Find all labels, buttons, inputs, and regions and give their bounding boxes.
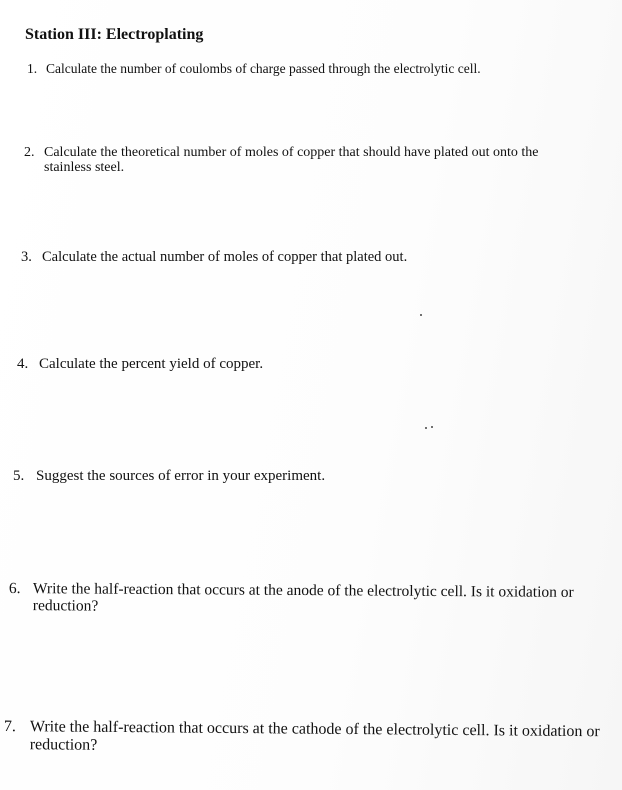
question-2 <box>24 145 539 176</box>
scan-speck <box>431 426 433 428</box>
question-6 <box>9 580 574 618</box>
question-5 <box>13 468 325 485</box>
question-4 <box>17 356 263 373</box>
question-number: 6. <box>8 580 21 598</box>
question-number: 5. <box>13 468 25 484</box>
question-text: Calculate the percent yield of copper. <box>39 356 264 372</box>
question-text: Calculate the theoretical number of moles of copper that should have plated out onto the <box>44 145 539 160</box>
question-text-continued: reduction? <box>29 735 98 754</box>
question-number: 1. <box>27 61 38 76</box>
question-text: Write the half-reaction that occurs at the cathode of the electrolytic cell. Is it oxidation or <box>29 718 600 741</box>
question-text-continued: reduction? <box>32 597 99 615</box>
question-7 <box>4 718 600 758</box>
question-text: Write the half-reaction that occurs at the anode of the electrolytic cell. Is it oxidation or <box>32 580 574 601</box>
question-3 <box>21 250 407 266</box>
question-text: Calculate the actual number of moles of copper that plated out. <box>42 249 408 265</box>
question-number: 7. <box>3 718 16 736</box>
scan-speck <box>425 427 427 429</box>
question-number: 3. <box>21 249 32 265</box>
scan-speck <box>420 314 422 316</box>
question-number: 2. <box>24 145 35 160</box>
question-text: Calculate the number of coulombs of charge passed through the electrolytic cell. <box>46 61 481 76</box>
question-text-continued: stainless steel. <box>44 160 125 176</box>
question-1 <box>27 62 481 77</box>
question-text: Suggest the sources of error in your experiment. <box>36 468 326 484</box>
question-number: 4. <box>17 356 29 372</box>
section-title: Station III: Electroplating <box>25 26 204 43</box>
